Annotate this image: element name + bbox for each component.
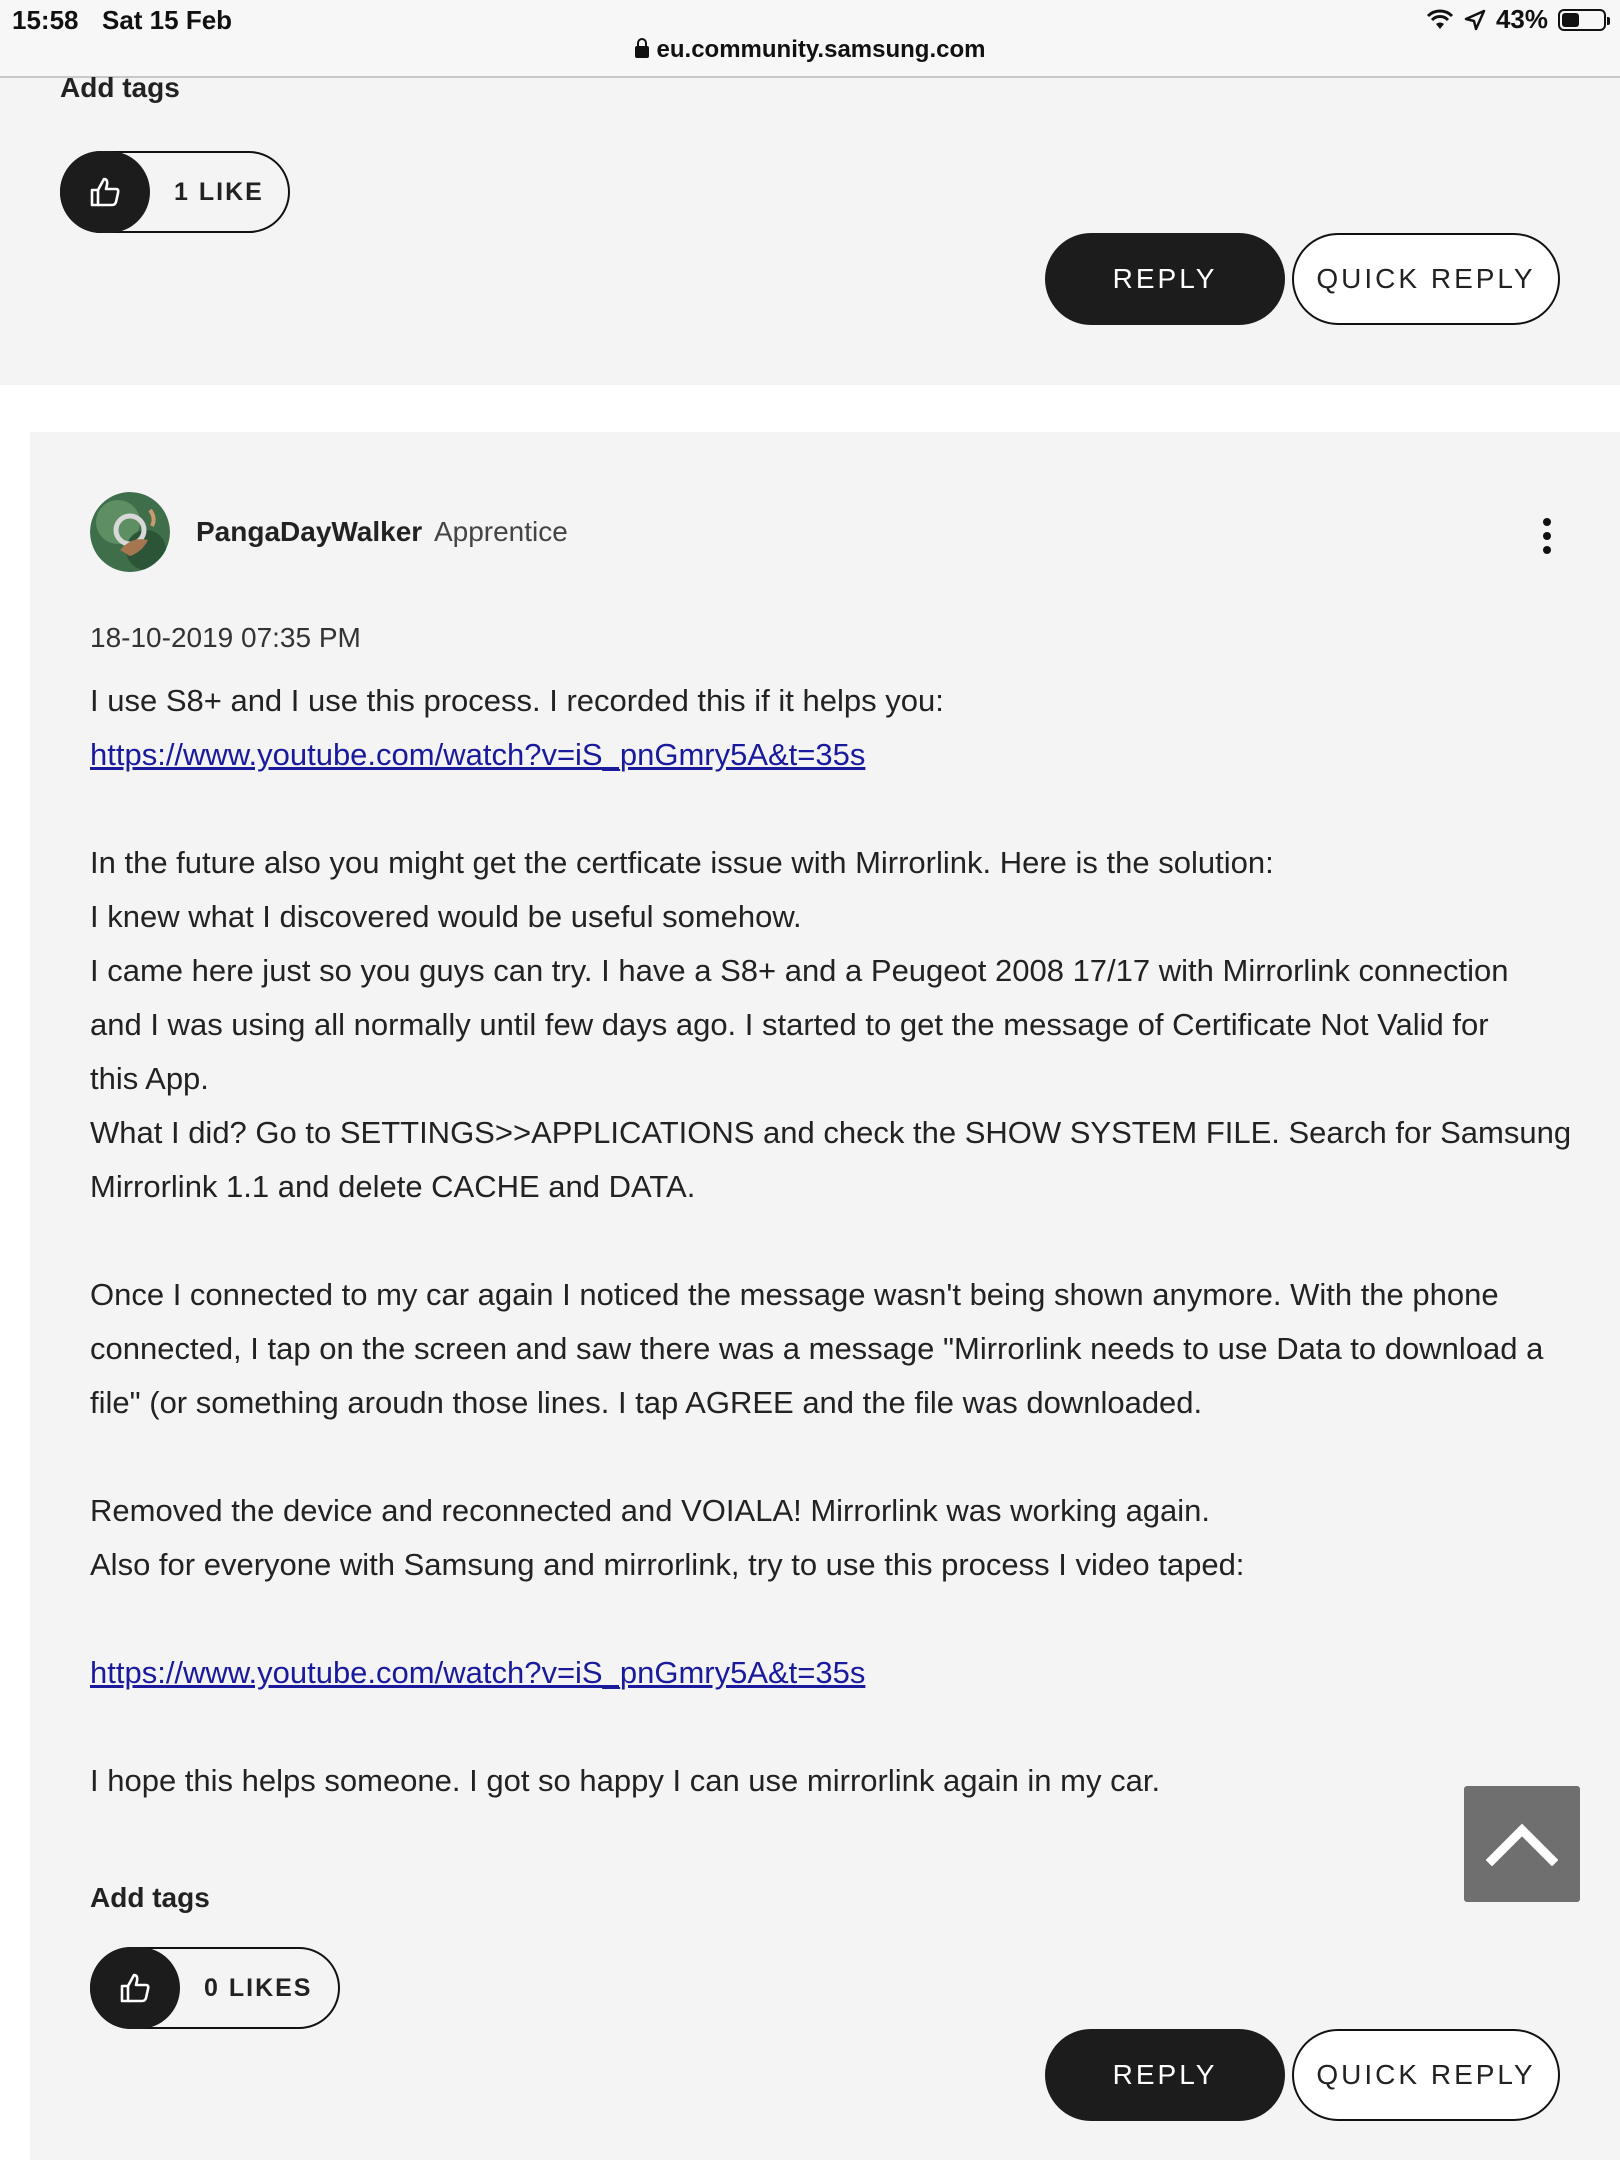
quick-reply-button[interactable]: QUICK REPLY	[1292, 2029, 1560, 2121]
avatar[interactable]	[90, 492, 170, 572]
address-bar[interactable]	[0, 36, 1620, 64]
youtube-link[interactable]: https://www.youtube.com/watch?v=iS_pnGmry5A&t=35s	[90, 737, 866, 772]
wifi-icon	[1426, 9, 1454, 31]
body-line: What I did? Go to SETTINGS>>APPLICATIONS and check the SHOW SYSTEM FILE. Search for Samsung	[90, 1115, 1572, 1150]
battery-fill	[1562, 13, 1579, 27]
location-arrow-icon	[1464, 9, 1486, 31]
like-button[interactable]	[60, 151, 150, 233]
lock-icon	[635, 46, 649, 58]
url-text: eu.community.samsung.com	[656, 36, 986, 63]
like-count: 0 LIKES	[204, 1973, 313, 2002]
thumbs-up-icon	[88, 175, 122, 209]
body-line: connected, I tap on the screen and saw there was a message "Mirrorlink needs to use Data to download a	[90, 1331, 1544, 1366]
like-count: 1 LIKE	[174, 177, 264, 206]
body-line: I hope this helps someone. I got so happy I can use mirrorlink again in my car.	[90, 1763, 1161, 1798]
body-line: Once I connected to my car again I noticed the message wasn't being shown anymore. With the phone	[90, 1277, 1499, 1312]
kebab-menu-icon[interactable]	[1542, 518, 1552, 554]
body-line: In the future also you might get the certficate issue with Mirrorlink. Here is the solution:	[90, 845, 1274, 880]
reply-button[interactable]: REPLY	[1045, 2029, 1285, 2121]
body-line: I use S8+ and I use this process. I recorded this if it helps you:	[90, 683, 944, 718]
status-date: Sat 15 Feb	[102, 5, 233, 35]
post-card	[30, 432, 1620, 2160]
add-tags-link[interactable]: Add tags	[90, 1882, 210, 1913]
thumbs-up-icon	[118, 1971, 152, 2005]
body-line: this App.	[90, 1061, 209, 1096]
body-line: Also for everyone with Samsung and mirrorlink, try to use this process I video taped:	[90, 1547, 1245, 1582]
battery-icon	[1558, 9, 1606, 31]
status-indicators	[1426, 4, 1606, 35]
like-pill	[60, 151, 290, 233]
like-button[interactable]	[90, 1947, 180, 2029]
author-info	[196, 516, 568, 548]
body-line: Mirrorlink 1.1 and delete CACHE and DATA.	[90, 1169, 696, 1204]
chevron-up-icon	[1486, 1822, 1558, 1866]
reply-button[interactable]: REPLY	[1045, 233, 1285, 325]
quick-reply-button[interactable]: QUICK REPLY	[1292, 233, 1560, 325]
body-line: file" (or something aroudn those lines. I tap AGREE and the file was downloaded.	[90, 1385, 1203, 1420]
like-pill	[90, 1947, 340, 2029]
scroll-to-top-button[interactable]	[1464, 1786, 1580, 1902]
battery-percentage: 43%	[1495, 4, 1548, 34]
body-line: Removed the device and reconnected and VOIALA! Mirrorlink was working again.	[90, 1493, 1211, 1528]
add-tags-link[interactable]: Add tags	[60, 72, 180, 103]
author-rank: Apprentice	[433, 516, 568, 547]
post-body	[90, 674, 1600, 1808]
body-line: I came here just so you guys can try. I have a S8+ and a Peugeot 2008 17/17 with Mirrorlink connection	[90, 953, 1509, 988]
body-line: and I was using all normally until few days ago. I started to get the message of Certificate Not Valid for	[90, 1007, 1489, 1042]
post-date: 18-10-2019 07:35 PM	[90, 622, 361, 653]
author-name[interactable]: PangaDayWalker	[196, 516, 423, 547]
status-bar	[0, 0, 1620, 78]
body-line: I knew what I discovered would be useful somehow.	[90, 899, 802, 934]
youtube-link[interactable]: https://www.youtube.com/watch?v=iS_pnGmry5A&t=35s	[90, 1655, 866, 1690]
status-time: 15:58	[12, 5, 79, 35]
previous-post-footer	[0, 72, 1620, 385]
